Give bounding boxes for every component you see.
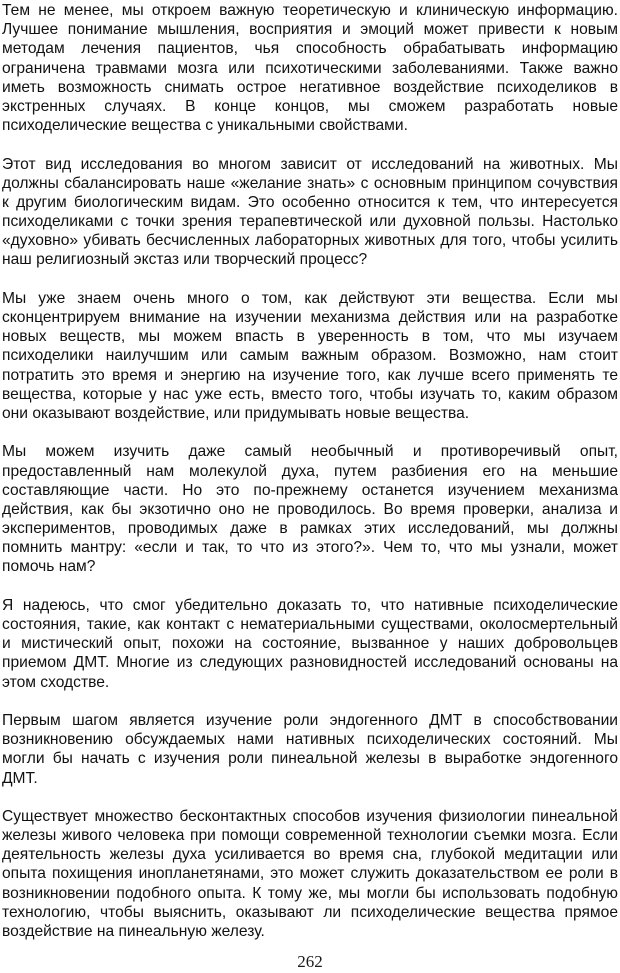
text-line: Первым шагом является изучение роли эндогенного ДМТ в способствовании <box>2 711 618 729</box>
text-line: Мы можем изучить даже самый необычный и противоречивый опыт, <box>2 443 618 461</box>
text-line: предоставленный нам молекулой духа, путем разбиения его на меньшие <box>2 462 618 480</box>
text-line: помочь нам? <box>2 558 96 576</box>
text-line: действия, как бы экзотично оно не проводилось. Во время проверки, анализа и <box>2 500 618 518</box>
paragraph <box>2 155 618 270</box>
paragraph <box>2 289 618 423</box>
text-line: наш религиозный экстаз или творческий процесс? <box>2 251 368 269</box>
paragraph <box>2 596 618 692</box>
text-line: составляющие части. Но это по-прежнему останется изучением механизма <box>2 481 618 499</box>
text-line: состояния, такие, как контакт с нематериальными существами, околосмертельный <box>2 616 618 633</box>
text-line: к другим биологическим видам. Это особенно относится к тем, что интересуется <box>2 193 618 211</box>
text-line: Этот вид исследования во многом зависит от исследований на животных. Мы <box>2 155 618 173</box>
paragraph <box>2 711 618 788</box>
text-line: Я надеюсь, что смог убедительно доказать то, что нативные психоделические <box>2 596 618 614</box>
text-line: вещества, которые у нас уже есть, вместо того, чтобы изучать то, каким образом <box>2 385 618 403</box>
text-line: и мистический опыт, похожи на состояние, вызванное у наших добровольцев <box>2 635 618 653</box>
text-line: новых веществ, мы можем впасть в уверенность в том, что мы изучаем <box>2 328 618 346</box>
paragraph <box>2 442 618 576</box>
text-line: они оказывают воздействие, или придумывать новые вещества. <box>2 404 470 422</box>
paragraph <box>2 1 618 135</box>
text-line: помнить мантру: «если и так, то что из этого?». Чем то, что мы узнали, может <box>2 539 618 557</box>
text-line: опыта похищения инопланетянами, это может служить доказательством ее роли в <box>2 865 618 883</box>
text-line: сконцентрируем внимание на изучении механизма действия или на разработке <box>2 309 618 326</box>
text-line: Лучшее понимание мышления, восприятия и эмоций может привести к новым <box>2 21 618 39</box>
text-line: технологию, чтобы выяснить, оказывают ли психоделические вещества прямое <box>2 903 618 921</box>
text-line: приемом ДМТ. Многие из следующих разновидностей исследований основаны на <box>2 654 618 672</box>
text-line: возникновению обсуждаемых нами нативных психоделических состояний. Мы <box>2 731 618 749</box>
text-line: воздействие на пинеальную железу. <box>2 923 265 940</box>
text-line: возникновении подобного опыта. К тому же, мы могли бы использовать подобную <box>2 884 618 902</box>
text-line: Тем не менее, мы откроем важную теоретическую и клиническую информацию. <box>2 2 618 19</box>
text-line: потратить это время и энергию на изучение того, как лучше всего применять те <box>2 366 618 384</box>
text-line: методам лечения пациентов, чья способность обрабатывать информацию <box>2 40 618 58</box>
text-line: экстренных случаях. В конце концов, мы сможем разработать новые <box>2 97 618 115</box>
text-line: Мы уже знаем очень много о том, как действуют эти вещества. Если мы <box>2 289 618 307</box>
text-line: могли бы начать с изучения роли пинеальной железы в выработке эндогенного <box>2 750 618 768</box>
text-line: деятельность железы духа усиливается во время сна, глубокой медитации или <box>2 846 618 864</box>
text-line: психоделиками с точки зрения терапевтической или духовной пользы. Настолько <box>2 213 618 231</box>
text-line: экспериментов, проводимых даже в рамках этих исследований, мы должны <box>2 520 618 538</box>
text-line: ограничена травмами мозга или психотическими заболеваниями. Также важно <box>2 59 618 77</box>
page-text <box>2 1 618 941</box>
text-line: железы живого человека при помощи современной технологии съемки мозга. Если <box>2 827 618 845</box>
text-line: психоделики наилучшим или самым важным образом. Возможно, нам стоит <box>2 347 618 365</box>
text-line: ДМТ. <box>2 769 38 787</box>
text-line: психоделические вещества с уникальными свойствами. <box>2 117 408 135</box>
page-number: 262 <box>297 952 323 972</box>
paragraph <box>2 807 618 941</box>
text-line: должны сбалансировать наше «желание знать» с основным принципом сочувствия <box>2 174 618 192</box>
text-line: иметь возможность снимать острое негативное воздействие психоделиков в <box>2 78 618 96</box>
text-line: «духовно» убивать бесчисленных лабораторных животных для того, чтобы усилить <box>2 232 618 250</box>
text-line: Существует множество бесконтактных способов изучения физиологии пинеальной <box>2 807 618 825</box>
text-line: этом сходстве. <box>2 673 110 691</box>
